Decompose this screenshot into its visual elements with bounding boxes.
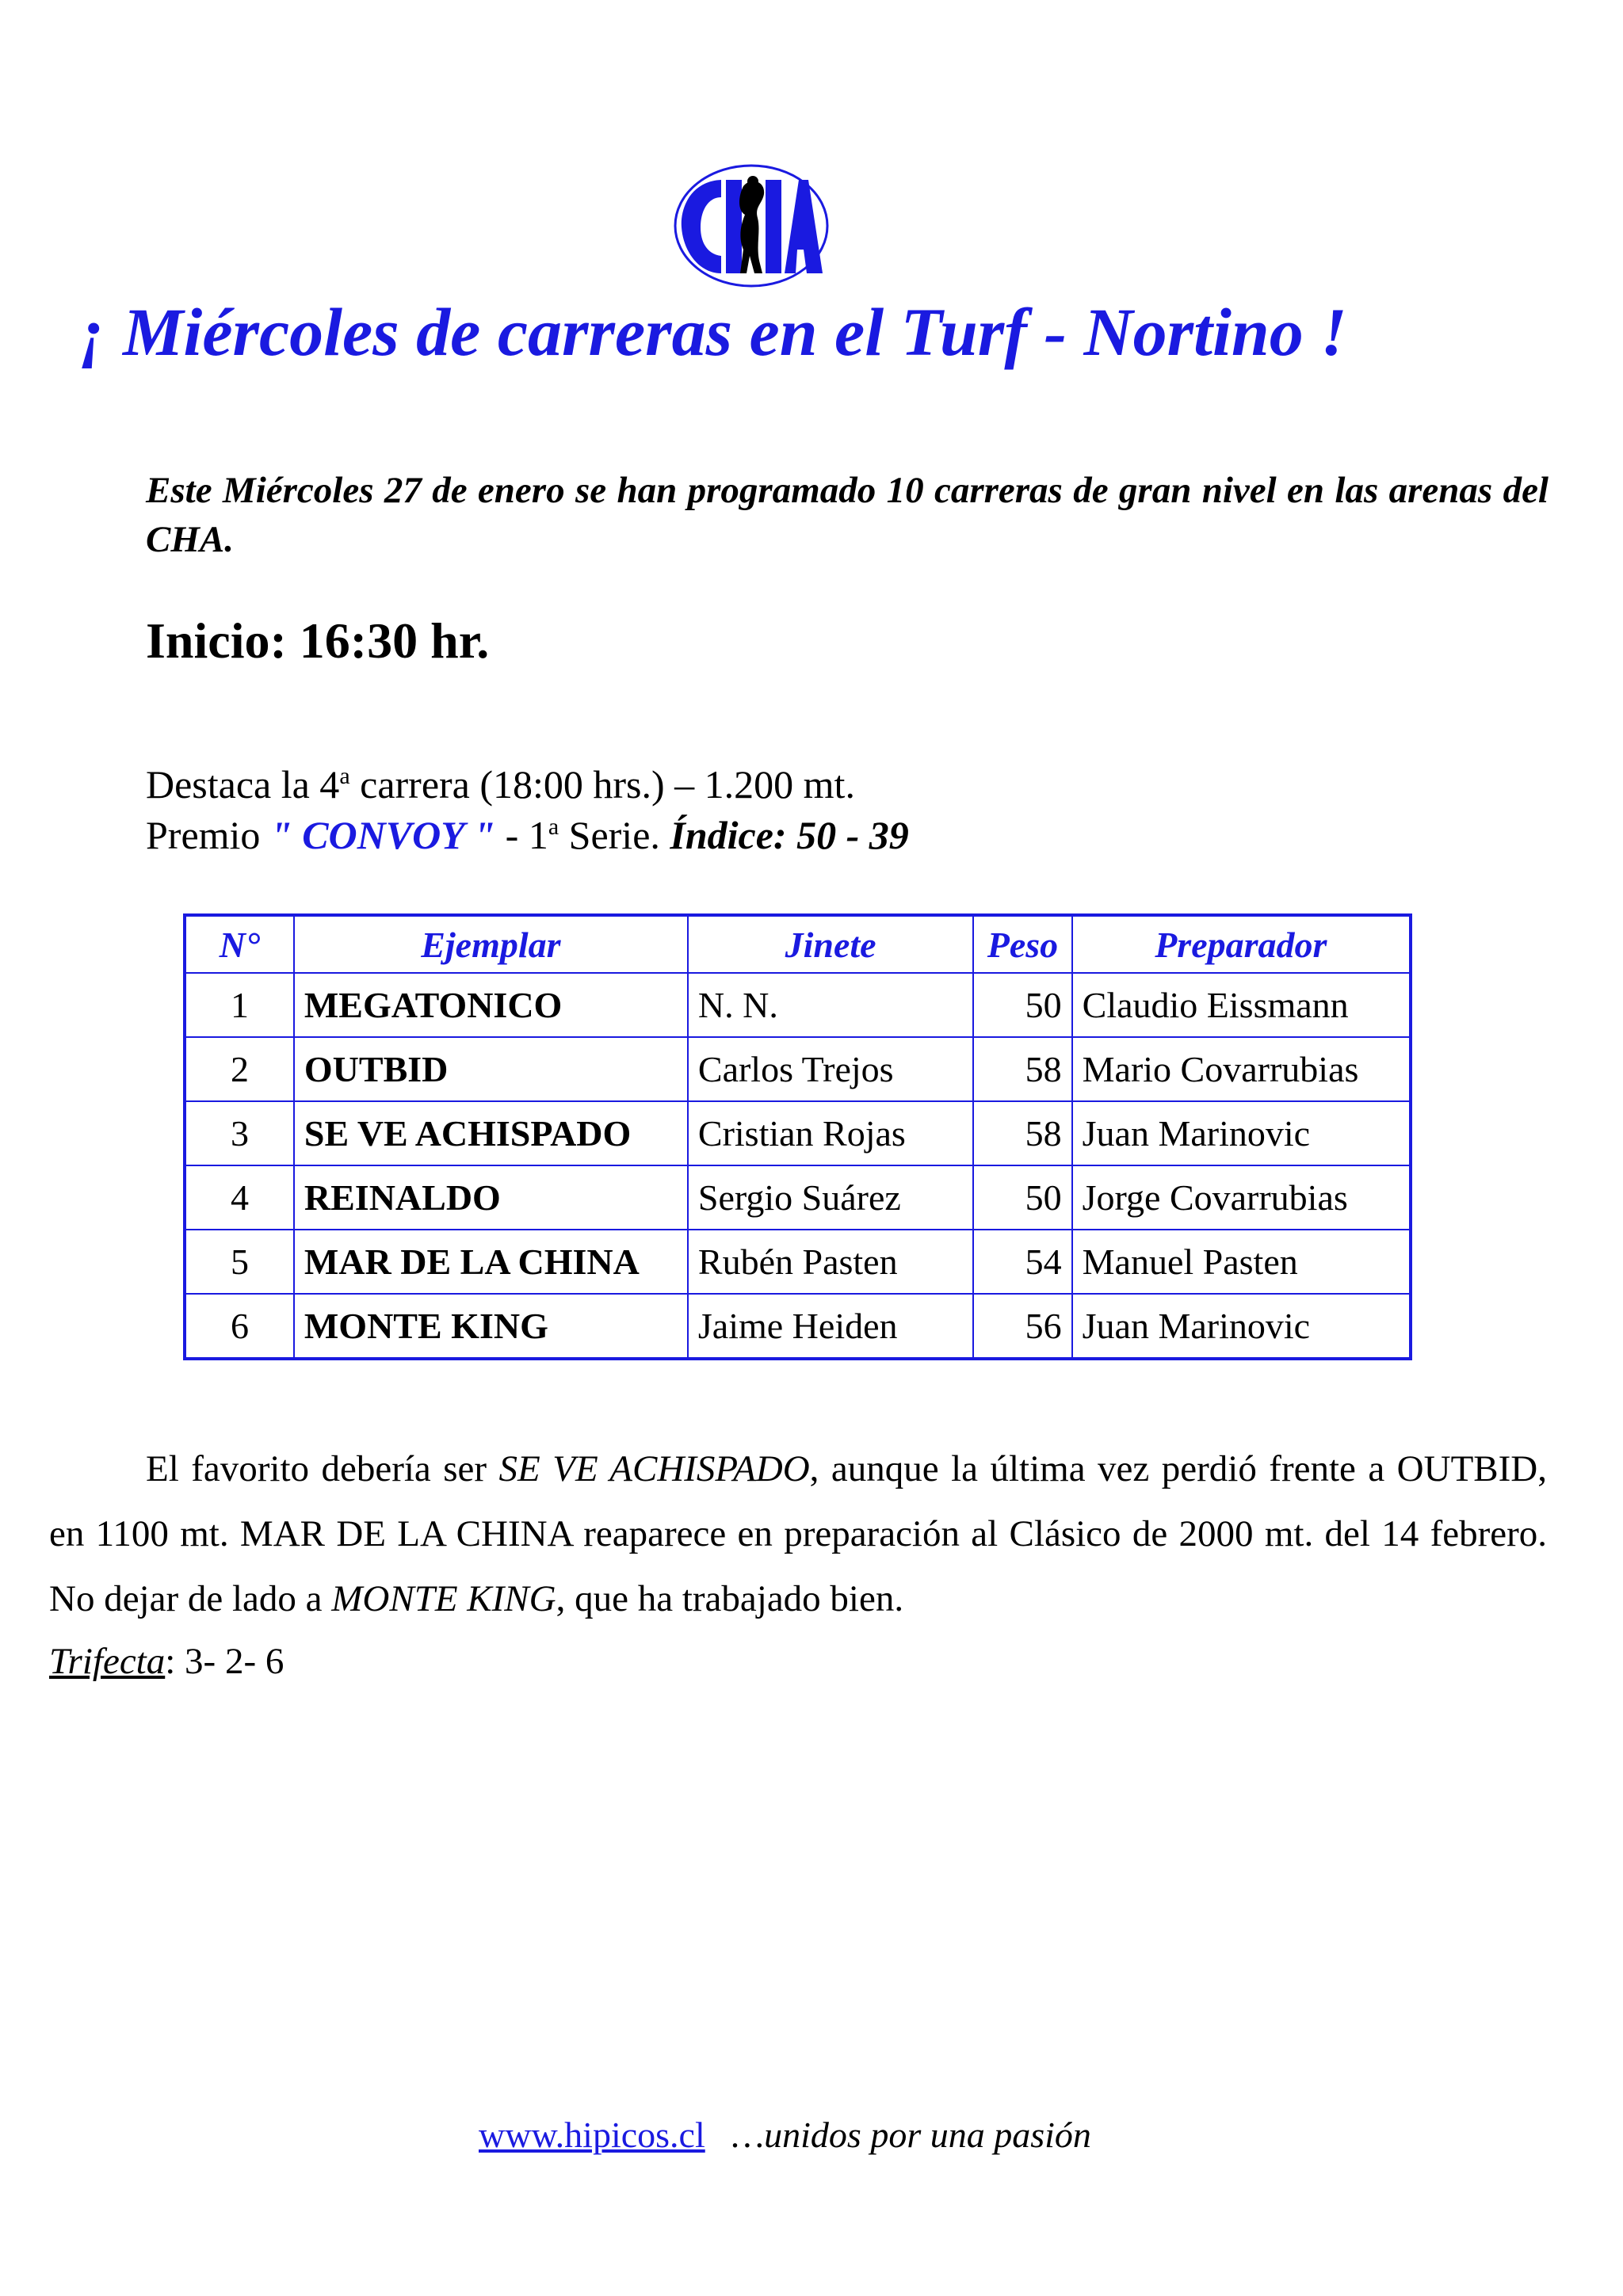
cell-weight: 50 (973, 973, 1071, 1037)
table-row (185, 1037, 1411, 1101)
prize-label: Premio (146, 813, 270, 857)
cell-horse: MEGATONICO (294, 973, 688, 1037)
cell-jockey: Rubén Pasten (688, 1230, 973, 1294)
footer (479, 2114, 1091, 2156)
featured-race-line (146, 759, 1572, 810)
cell-jockey: Cristian Rojas (688, 1101, 973, 1165)
cell-horse: OUTBID (294, 1037, 688, 1101)
commentary-paragraph (49, 1436, 1547, 1631)
table-row (185, 1294, 1411, 1359)
cell-trainer: Jorge Covarrubias (1072, 1165, 1411, 1230)
cell-trainer: Claudio Eissmann (1072, 973, 1411, 1037)
header-weight: Peso (973, 915, 1071, 973)
cell-weight: 58 (973, 1101, 1071, 1165)
header-trainer: Preparador (1072, 915, 1411, 973)
footer-slogan: …unidos por una pasión (731, 2115, 1091, 2155)
series-ordinal-suffix: a (548, 814, 559, 840)
cell-number: 4 (185, 1165, 294, 1230)
cell-number: 6 (185, 1294, 294, 1359)
cell-jockey: Jaime Heiden (688, 1294, 973, 1359)
series-text: - 1 (495, 813, 548, 857)
trifecta-value: : 3- 2- 6 (165, 1641, 285, 1682)
prize-name: " CONVOY " (269, 813, 496, 857)
table-row (185, 1101, 1411, 1165)
favorite-horse: SE VE ACHISPADO (498, 1448, 810, 1489)
mentioned-horse: MONTE KING (331, 1578, 556, 1619)
table-row (185, 1230, 1411, 1294)
cell-weight: 54 (973, 1230, 1071, 1294)
cell-horse: MONTE KING (294, 1294, 688, 1359)
cha-logo (672, 162, 831, 289)
cell-number: 5 (185, 1230, 294, 1294)
header-horse: Ejemplar (294, 915, 688, 973)
header-jockey: Jinete (688, 915, 973, 973)
table-header-row (185, 915, 1411, 973)
prize-line (146, 810, 1572, 860)
commentary-text: , aunque la última vez perdió frente a OUTBID, en 1100 mt. MAR DE LA CHINA reaparece en preparación al Clásico de 2000 mt. del 14 febrero. No dejar de lado a (49, 1448, 1547, 1619)
cell-horse: SE VE ACHISPADO (294, 1101, 688, 1165)
cell-number: 2 (185, 1037, 294, 1101)
cell-horse: REINALDO (294, 1165, 688, 1230)
cell-number: 3 (185, 1101, 294, 1165)
cell-jockey: Carlos Trejos (688, 1037, 973, 1101)
race-time-distance: carrera (18:00 hrs.) – 1.200 mt. (349, 762, 855, 807)
cell-trainer: Juan Marinovic (1072, 1294, 1411, 1359)
race-index: Índice: 50 - 39 (670, 813, 909, 857)
cell-horse: MAR DE LA CHINA (294, 1230, 688, 1294)
cell-jockey: N. N. (688, 973, 973, 1037)
featured-race-info (146, 759, 1572, 860)
start-time: Inicio: 16:30 hr. (146, 612, 490, 669)
ordinal-suffix: a (339, 763, 350, 789)
race-entries-table (183, 913, 1412, 1360)
table-row (185, 973, 1411, 1037)
header-number: N° (185, 915, 294, 973)
cell-jockey: Sergio Suárez (688, 1165, 973, 1230)
cell-weight: 50 (973, 1165, 1071, 1230)
cell-number: 1 (185, 973, 294, 1037)
cell-trainer: Manuel Pasten (1072, 1230, 1411, 1294)
cell-weight: 58 (973, 1037, 1071, 1101)
trifecta-pick (49, 1640, 284, 1683)
cell-trainer: Juan Marinovic (1072, 1101, 1411, 1165)
series-label: Serie. (559, 813, 670, 857)
horse-rider-icon (672, 162, 831, 289)
cell-trainer: Mario Covarrubias (1072, 1037, 1411, 1101)
cell-weight: 56 (973, 1294, 1071, 1359)
page-title: ¡ Miércoles de carreras en el Turf - Nortino ! (79, 294, 1347, 370)
commentary-text: El favorito debería ser (146, 1448, 499, 1489)
race-number-text: Destaca la 4 (146, 762, 340, 807)
trifecta-label: Trifecta (49, 1641, 166, 1682)
intro-paragraph: Este Miércoles 27 de enero se han programado 10 carreras de gran nivel en las arenas del CHA. (146, 470, 1549, 560)
table-row (185, 1165, 1411, 1230)
commentary-text: , que ha trabajado bien. (556, 1578, 904, 1619)
website-link[interactable]: www.hipicos.cl (479, 2115, 705, 2155)
